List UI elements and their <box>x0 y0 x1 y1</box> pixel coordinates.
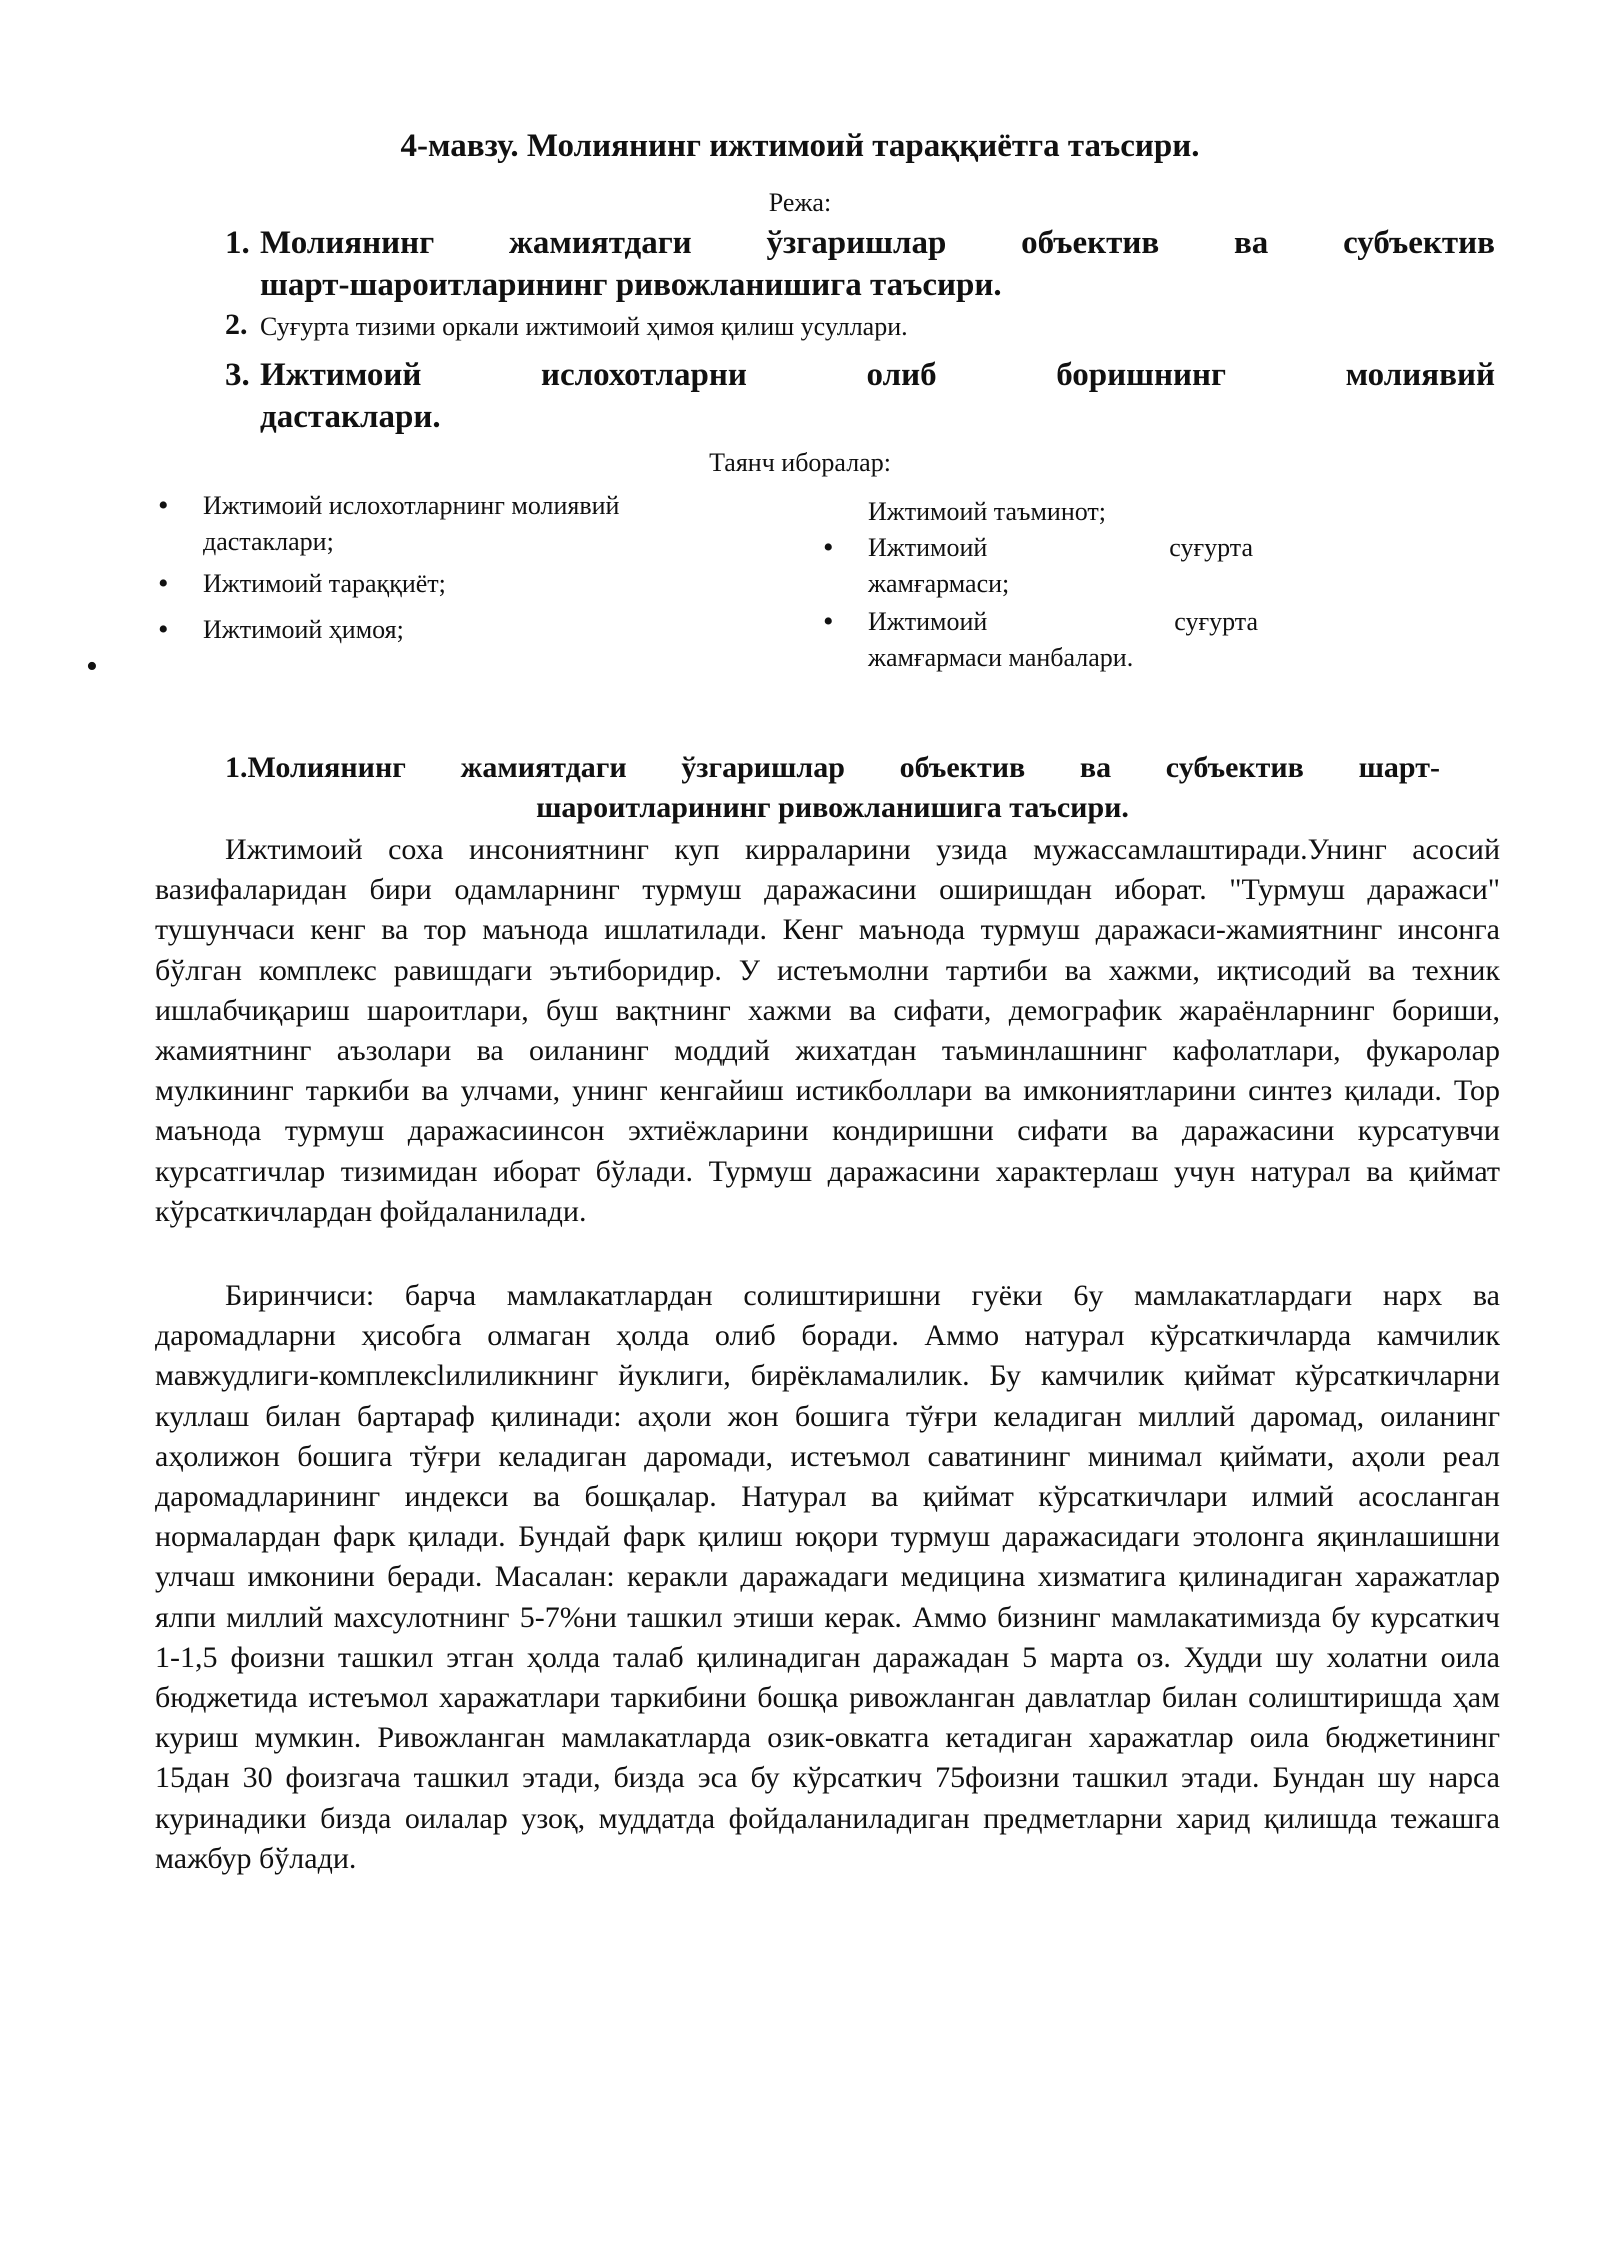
bullet-icon: • <box>158 613 169 646</box>
bullet-icon: • <box>823 605 834 638</box>
keyword-right-3: • Ижтимоий суғурта жамғармаси манбалари. <box>823 605 1258 672</box>
plan-heading: Режа: <box>768 188 832 217</box>
paragraph-1: Ижтимоий соха инсониятнинг куп кирраларини узида мужассамлаштиради.Унинг асосий вазифаларидан бири одамларнинг турмуш даражасини оширишдан иборат. "Турмуш даражаси" тушунчаси кенг ва тор маънода ишлатилади. Кенг маънода турмуш даражаси-жамиятнинг инсонга бўлган комплекс равишдаги эътиборидир. У истеъмолни тартиби ва хажми, иқтисодий ва техник ишлабчиқариш шароитлари, буш вақтнинг хажми ва сифати, демографик жараёнларнинг бориши, жамиятнинг аъзолари ва оиланинг моддий жихатдан таъминлашнинг кафолатлари, фукаролар мулкининг таркиби ва улчами, унинг кенгайиш истикболлари ва имкониятларини синтез қилади. Тор маънода турмуш даражасиинсон эхтиёжларини кондиришни сифати ва даражасини курсатувчи курсатгичлар тизимидан иборат бўлади. Турмуш даражасини характерлаш учун натурал ва қиймат кўрсаткичлардан фойдаланилади. <box>155 833 1500 1228</box>
section-1-heading <box>225 748 1440 828</box>
keyword-left-3: • Ижтимоий ҳимоя; <box>158 613 404 646</box>
page-title: 4-мавзу. Молиянинг ижтимоий тараққиётга таъсири. <box>400 128 1200 164</box>
plan-item-1 <box>225 222 1495 306</box>
section-1-heading-line-1: 1.Молиянинг жамиятдаги ўзгаришлар объектив ва субъектив шарт- <box>225 751 1440 784</box>
plan-item-2-text: Суғурта тизими оркали ижтимоий ҳимоя қилиш усуллари. <box>260 312 908 341</box>
plan-item-2-number: 2. <box>225 308 248 341</box>
plan-item-3-line-2: дастаклари. <box>260 399 441 435</box>
plan-item-1-line-2: шарт-шароитларининг ривожланишига таъсири. <box>260 267 1002 303</box>
plan-item-3-number: 3. <box>225 357 250 393</box>
paragraph-2: Биринчиси: барча мамлакатлардан солиштиришни гуёки 6у мамлакатлардаги нарх ва даромадларни ҳисобга олмаган ҳолда олиб боради. Аммо натурал кўрсаткичларда камчилик мавжудлиги-комплексlилиликнинг йуклиги, бирёкламалилик. Бу камчилик қиймат кўрсаткичларни куллаш билан бартараф қилинади: аҳоли жон бошига тўғри келадиган миллий даромад, оиланинг аҳолижон бошига тўғри келадиган даромади, истеъмол саватининг минимал қиймати, аҳоли реал даромадларининг индекси ва бошқалар. Натурал ва қиймат кўрсаткичлари илмий асосланган нормалардан фарк қилади. Бундай фарк қилиш юқори турмуш даражасидаги этолонга яқинлашишни улчаш имконини беради. Масалан: керакли даражадаги медицина хизматига қилинадиган харажатлар ялпи миллий махсулотнинг 5-7%ни ташкил этиши керак. Аммо бизнинг мамлакатимизда бу курсаткич 1-1,5 фоизни ташкил этган ҳолда талаб қилинадиган даражадан 5 марта оз. Худди шу холатни оила бюджетида истеъмол харажатлари таркибини бошқа ривожланган давлатлар билан солиштиришда ҳам куриш мумкин. Ривожланган мамлакатларда озик-овкатга кетадиган харажатлар оила бюджетининг 15дан 30 фоизгача ташкил этади, бизда эса бу кўрсаткич 75фоизни ташкил этади. Бундан шу нарса куринадики бизда оилалар узоқ, муддатда фойдаланиладиган предметларни харид қилишда тежашга мажбур бўлади. <box>155 1279 1500 1875</box>
plan-item-3-line-1: Ижтимоий ислохотларни олиб боришнинг молиявий <box>260 357 1495 393</box>
keyword-left-1: • Ижтимоий ислохотларнинг молиявий дастаклари; <box>158 489 620 556</box>
bullet-icon: • <box>158 489 169 522</box>
keyword-left-2: • Ижтимоий тараққиёт; <box>158 567 446 600</box>
keyword-right-2: • Ижтимоий суғурта жамғармаси; <box>823 531 1253 598</box>
plan-item-2 <box>225 308 1495 342</box>
plan-item-1-line-1: Молиянинг жамиятдаги ўзгаришлар объектив ва субъектив <box>260 225 1495 261</box>
section-1-heading-line-2: шароитларининг ривожланишига таъсири. <box>536 791 1129 824</box>
bullet-icon: • <box>823 531 834 564</box>
keywords-heading: Таянч иборалар: <box>709 448 891 477</box>
keyword-right-1: Ижтимоий таъминот; <box>868 497 1106 526</box>
plan-item-3 <box>225 354 1495 438</box>
bullet-icon: • <box>158 567 169 600</box>
plan-item-1-number: 1. <box>225 225 250 261</box>
bullet-icon: • <box>86 648 98 685</box>
